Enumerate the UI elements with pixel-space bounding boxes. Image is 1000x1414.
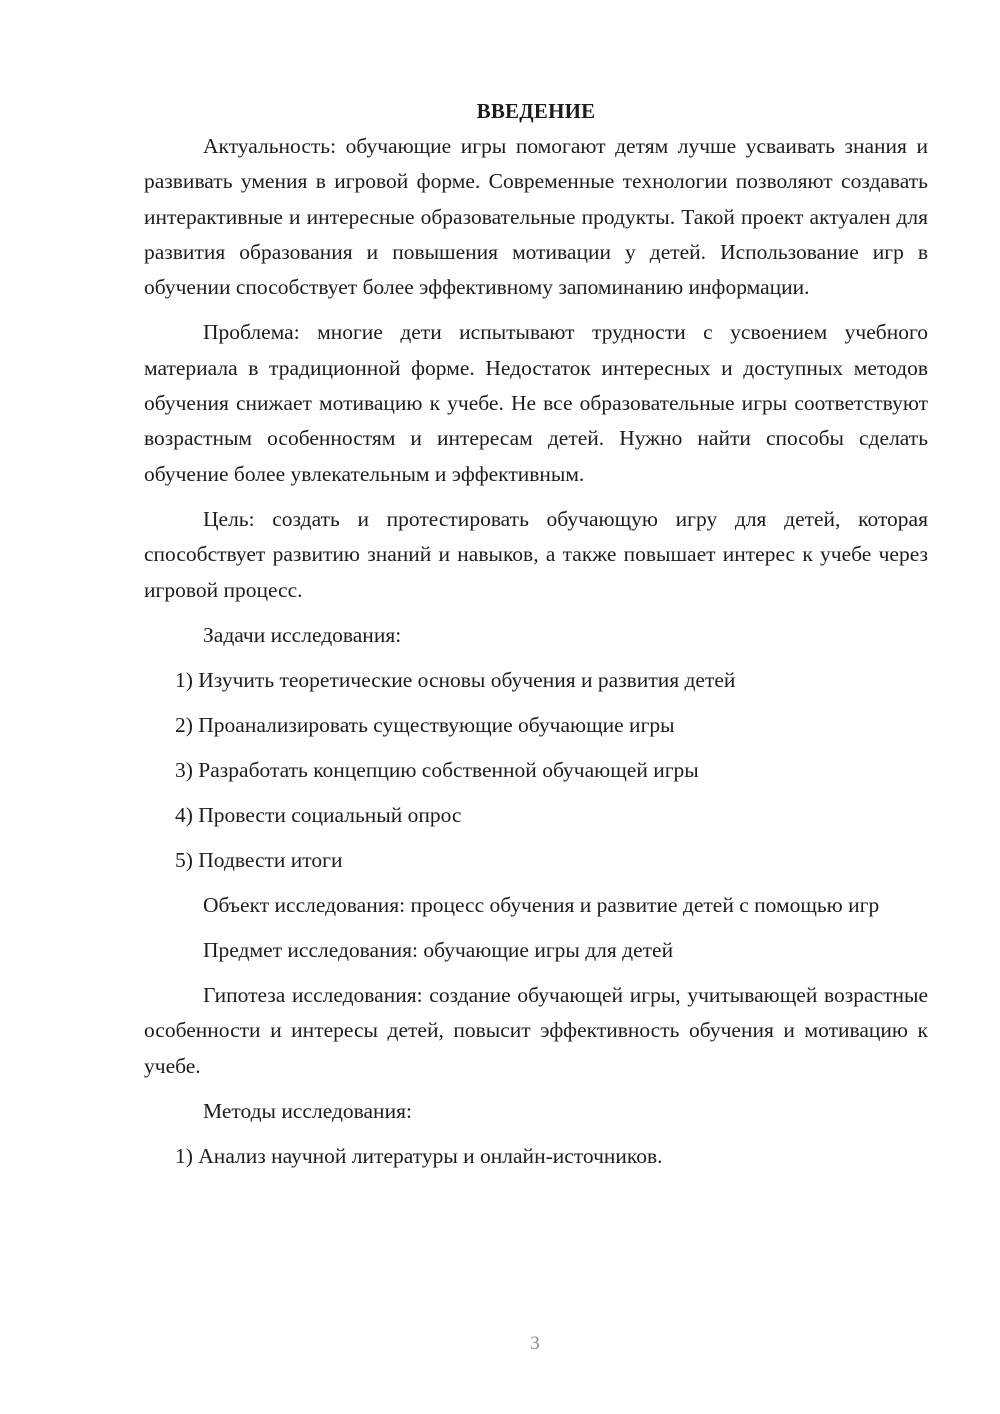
object-paragraph: Объект исследования: процесс обучения и развитие детей с помощью игр [203, 892, 880, 917]
page-number: 3 [530, 1333, 540, 1354]
task-item: 1) Изучить теоретические основы обучения и развития детей [175, 667, 736, 692]
method-item: 1) Анализ научной литературы и онлайн-источников. [175, 1144, 663, 1169]
tasks-heading: Задачи исследования: [203, 622, 402, 647]
document-page [144, 94, 928, 1184]
problem-paragraph: Проблема: многие дети испытывают трудности с усвоением учебного материала в традиционной форме. Недостаток интересных и доступных методов обучения снижает мотивацию к учебе. Не все образовательные игры соответствуют возрастным особенностям и интересам детей. Нужно найти способы сделать обучение более увлекательным и эффективным. [144, 320, 928, 486]
task-item: 5) Подвести итоги [175, 847, 343, 872]
task-item: 2) Проанализировать существующие обучающие игры [175, 712, 675, 737]
hypothesis-paragraph: Гипотеза исследования: создание обучающей игры, учитывающей возрастные особенности и интересы детей, повысит эффективность обучения и мотивацию к учебе. [144, 983, 928, 1078]
task-item: 3) Разработать концепцию собственной обучающей игры [175, 757, 699, 782]
methods-heading: Методы исследования: [203, 1099, 412, 1124]
subject-paragraph: Предмет исследования: обучающие игры для детей [203, 938, 674, 963]
goal-paragraph: Цель: создать и протестировать обучающую игру для детей, которая способствует развитию знаний и навыков, а также повышает интерес к учебе через игровой процесс. [144, 506, 928, 602]
task-item: 4) Провести социальный опрос [175, 802, 462, 827]
relevance-paragraph: Актуальность: обучающие игры помогают детям лучше усваивать знания и развивать умения в игровой форме. Современные технологии позволяют создавать интерактивные и интересные образовательные продукты. Такой проект актуален для развития образования и повышения мотивации у детей. Использование игр в обучении способствует более эффективному запоминанию информации. [144, 134, 928, 300]
section-title: ВВЕДЕНИЕ [476, 99, 596, 123]
